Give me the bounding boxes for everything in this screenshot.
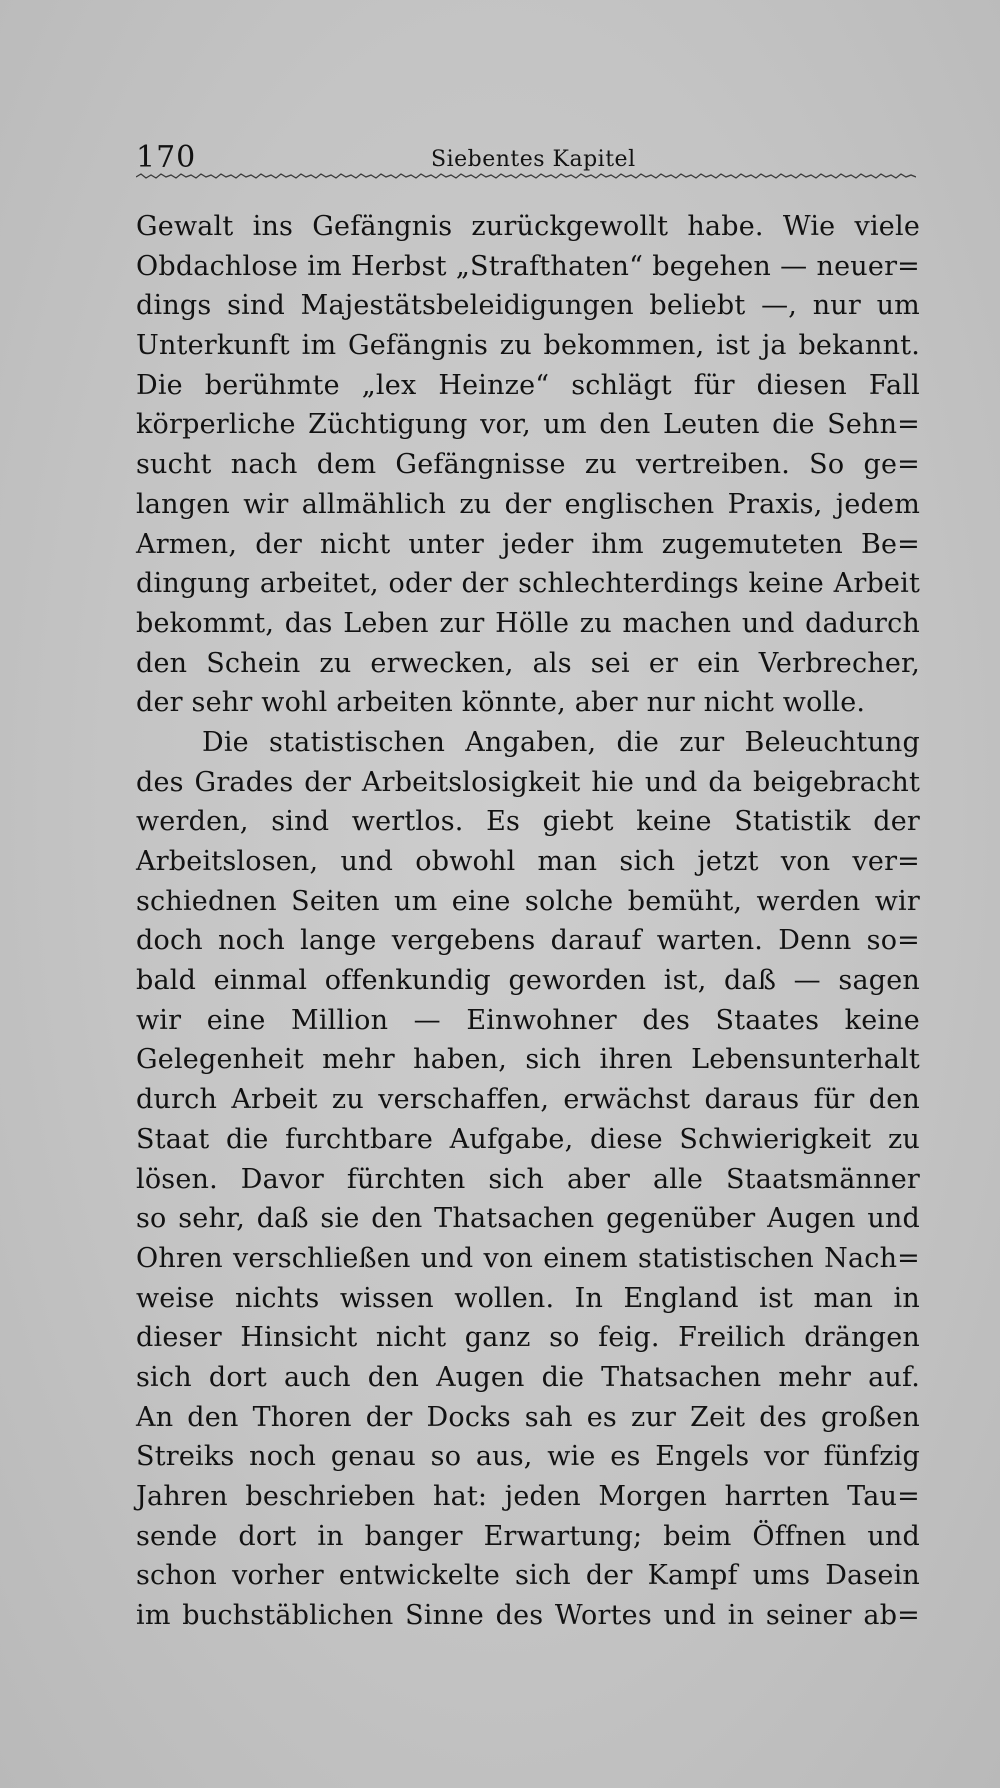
text-line: körperliche Züchtigung vor, um den Leuten die Sehn= bbox=[136, 409, 920, 441]
text-line: Gelegenheit mehr haben, sich ihren Lebensunterhalt bbox=[136, 1044, 920, 1076]
text-line: Die berühmte „lex Heinze“ schlägt für diesen Fall bbox=[136, 369, 920, 401]
text-line: sende dort in banger Erwartung; beim Öffnen und bbox=[136, 1520, 920, 1552]
text-line: dingung arbeitet, oder der schlechterdings keine Arbeit bbox=[136, 568, 920, 600]
paragraph-first-line: Die statistischen Angaben, die zur Beleuchtung bbox=[202, 726, 920, 758]
text-line: der sehr wohl arbeiten könnte, aber nur nicht wolle. bbox=[136, 687, 866, 719]
text-line: dings sind Majestätsbeleidigungen beliebt —, nur um bbox=[136, 290, 920, 322]
text-line: durch Arbeit zu verschaffen, erwächst daraus für den bbox=[136, 1084, 920, 1116]
text-line: bald einmal offenkundig geworden ist, daß — sagen bbox=[136, 965, 920, 997]
text-line: dieser Hinsicht nicht ganz so feig. Freilich drängen bbox=[136, 1322, 920, 1354]
text-line: Staat die furchtbare Aufgabe, diese Schwierigkeit zu bbox=[136, 1123, 920, 1155]
text-line: sich dort auch den Augen die Thatsachen mehr auf. bbox=[136, 1361, 920, 1393]
text-line: schiednen Seiten um eine solche bemüht, werden wir bbox=[136, 885, 920, 917]
text-line: wir eine Million — Einwohner des Staates keine bbox=[136, 1004, 920, 1036]
text-line: bekommt, das Leben zur Hölle zu machen und dadurch bbox=[136, 607, 920, 639]
text-line: des Grades der Arbeitslosigkeit hie und da beigebracht bbox=[136, 766, 920, 798]
text-line: so sehr, daß sie den Thatsachen gegenüber Augen und bbox=[136, 1203, 920, 1235]
text-line: Jahren beschrieben hat: jeden Morgen harrten Tau= bbox=[136, 1481, 920, 1512]
text-line: im buchstäblichen Sinne des Wortes und in seiner ab= bbox=[136, 1600, 920, 1632]
text-line: Armen, der nicht unter jeder ihm zugemuteten Be= bbox=[136, 528, 920, 560]
header-rule bbox=[136, 172, 916, 182]
text-line: den Schein zu erwecken, als sei er ein Verbrecher, bbox=[136, 647, 920, 679]
text-line: weise nichts wissen wollen. In England ist man in bbox=[136, 1282, 920, 1314]
text-line: Obdachlose im Herbst „Strafthaten“ begehen — neuer= bbox=[136, 250, 920, 282]
text-line: schon vorher entwickelte sich der Kampf ums Dasein bbox=[136, 1560, 920, 1592]
text-line: doch noch lange vergebens darauf warten. Denn so= bbox=[136, 925, 920, 957]
text-line: Gewalt ins Gefängnis zurückgewollt habe. Wie viele bbox=[136, 211, 920, 242]
page-number: 170 bbox=[136, 140, 197, 175]
text-line: Arbeitslosen, und obwohl man sich jetzt von ver= bbox=[136, 846, 920, 877]
text-line: werden, sind wertlos. Es giebt keine Statistik der bbox=[136, 806, 920, 838]
text-line: Streiks noch genau so aus, wie es Engels vor fünfzig bbox=[136, 1441, 920, 1473]
body-text bbox=[136, 207, 920, 1636]
text-line: An den Thoren der Docks sah es zur Zeit des großen bbox=[136, 1401, 920, 1433]
text-line: Ohren verschließen und von einem statistischen Nach= bbox=[136, 1242, 920, 1274]
text-line: sucht nach dem Gefängnisse zu vertreiben. So ge= bbox=[136, 449, 920, 481]
text-line: langen wir allmählich zu der englischen Praxis, jedem bbox=[136, 488, 920, 520]
text-line: lösen. Davor fürchten sich aber alle Staatsmänner bbox=[136, 1163, 920, 1195]
running-head: Siebentes Kapitel bbox=[431, 147, 636, 172]
text-line: Unterkunft im Gefängnis zu bekommen, ist ja bekannt. bbox=[136, 330, 920, 362]
